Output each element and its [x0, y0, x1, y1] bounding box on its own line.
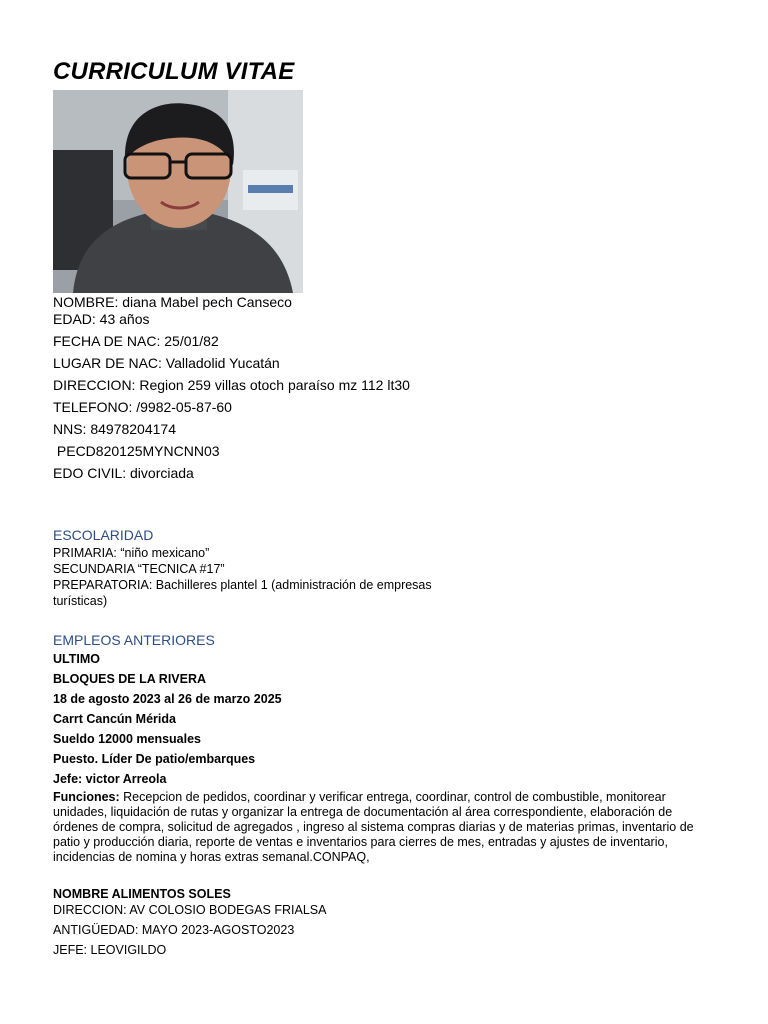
empresa2-antiguedad: ANTIGÜEDAD: MAYO 2023-AGOSTO2023 [53, 923, 295, 937]
empresa-name: BLOQUES DE LA RIVERA [53, 672, 207, 686]
puesto-line: Puesto. Líder De patio/embarques [53, 752, 256, 766]
empresa2-direccion: DIRECCION: AV COLOSIO BODEGAS FRIALSA [53, 903, 327, 917]
escolaridad-heading: ESCOLARIDAD [53, 527, 154, 543]
nns-line: NNS: 84978204174 [53, 421, 176, 437]
edad-line: EDAD: 43 años [53, 311, 150, 327]
nombre-line: NOMBRE: diana Mabel pech Canseco [53, 294, 292, 310]
preparatoria-line: PREPARATORIA: Bachilleres plantel 1 (administración de empresas turísticas) [53, 578, 432, 608]
empresa2-jefe: JEFE: LEOVIGILDO [53, 943, 167, 957]
document-title: CURRICULUM VITAE [53, 58, 295, 85]
ultimo-label: ULTIMO [53, 652, 100, 666]
direccion-line: DIRECCION: Region 259 villas otoch paraíso mz 112 lt30 [53, 377, 410, 393]
profile-photo [53, 90, 303, 293]
sueldo-line: Sueldo 12000 mensuales [53, 732, 201, 746]
funciones-label: Funciones: [53, 790, 120, 804]
curp-line: PECD820125MYNCNN03 [53, 443, 220, 459]
personal-info [53, 294, 713, 482]
jefe-line: Jefe: victor Arreola [53, 772, 167, 786]
fecha-nac-line: FECHA DE NAC: 25/01/82 [53, 333, 219, 349]
edo-civil-line: EDO CIVIL: divorciada [53, 465, 194, 481]
periodo-line: 18 de agosto 2023 al 26 de marzo 2025 [53, 692, 282, 706]
lugar-nac-line: LUGAR DE NAC: Valladolid Yucatán [53, 355, 280, 371]
empresa2-name: NOMBRE ALIMENTOS SOLES [53, 887, 231, 901]
telefono-line: TELEFONO: /9982-05-87-60 [53, 399, 232, 415]
funciones-paragraph [53, 790, 713, 865]
secundaria-line: SECUNDARIA “TECNICA #17” [53, 562, 225, 576]
funciones-text: Recepcion de pedidos, coordinar y verificar entrega, coordinar, control de combustible, monitorear unidades, liquidación de rutas y organizar la entrega de documentación al área correspondiente, elaboración de órdenes de compra, solicitud de agregados , ingreso al sistema compras diarias y de materias primas, inventario de patio y producción diaria, reporte de ventas e inventarios para cierres de mes, entradas y ajustes de inventario, incidencias de nomina y horas extras semanal.CONPAQ, [53, 790, 694, 864]
ubicacion-line: Carrt Cancún Mérida [53, 712, 176, 726]
escolaridad-section [53, 545, 473, 609]
empleos-heading: EMPLEOS ANTERIORES [53, 632, 215, 648]
empleo-anterior [53, 886, 713, 962]
ultimo-empleo [53, 651, 713, 865]
primaria-line: PRIMARIA: “niño mexicano” [53, 546, 210, 560]
